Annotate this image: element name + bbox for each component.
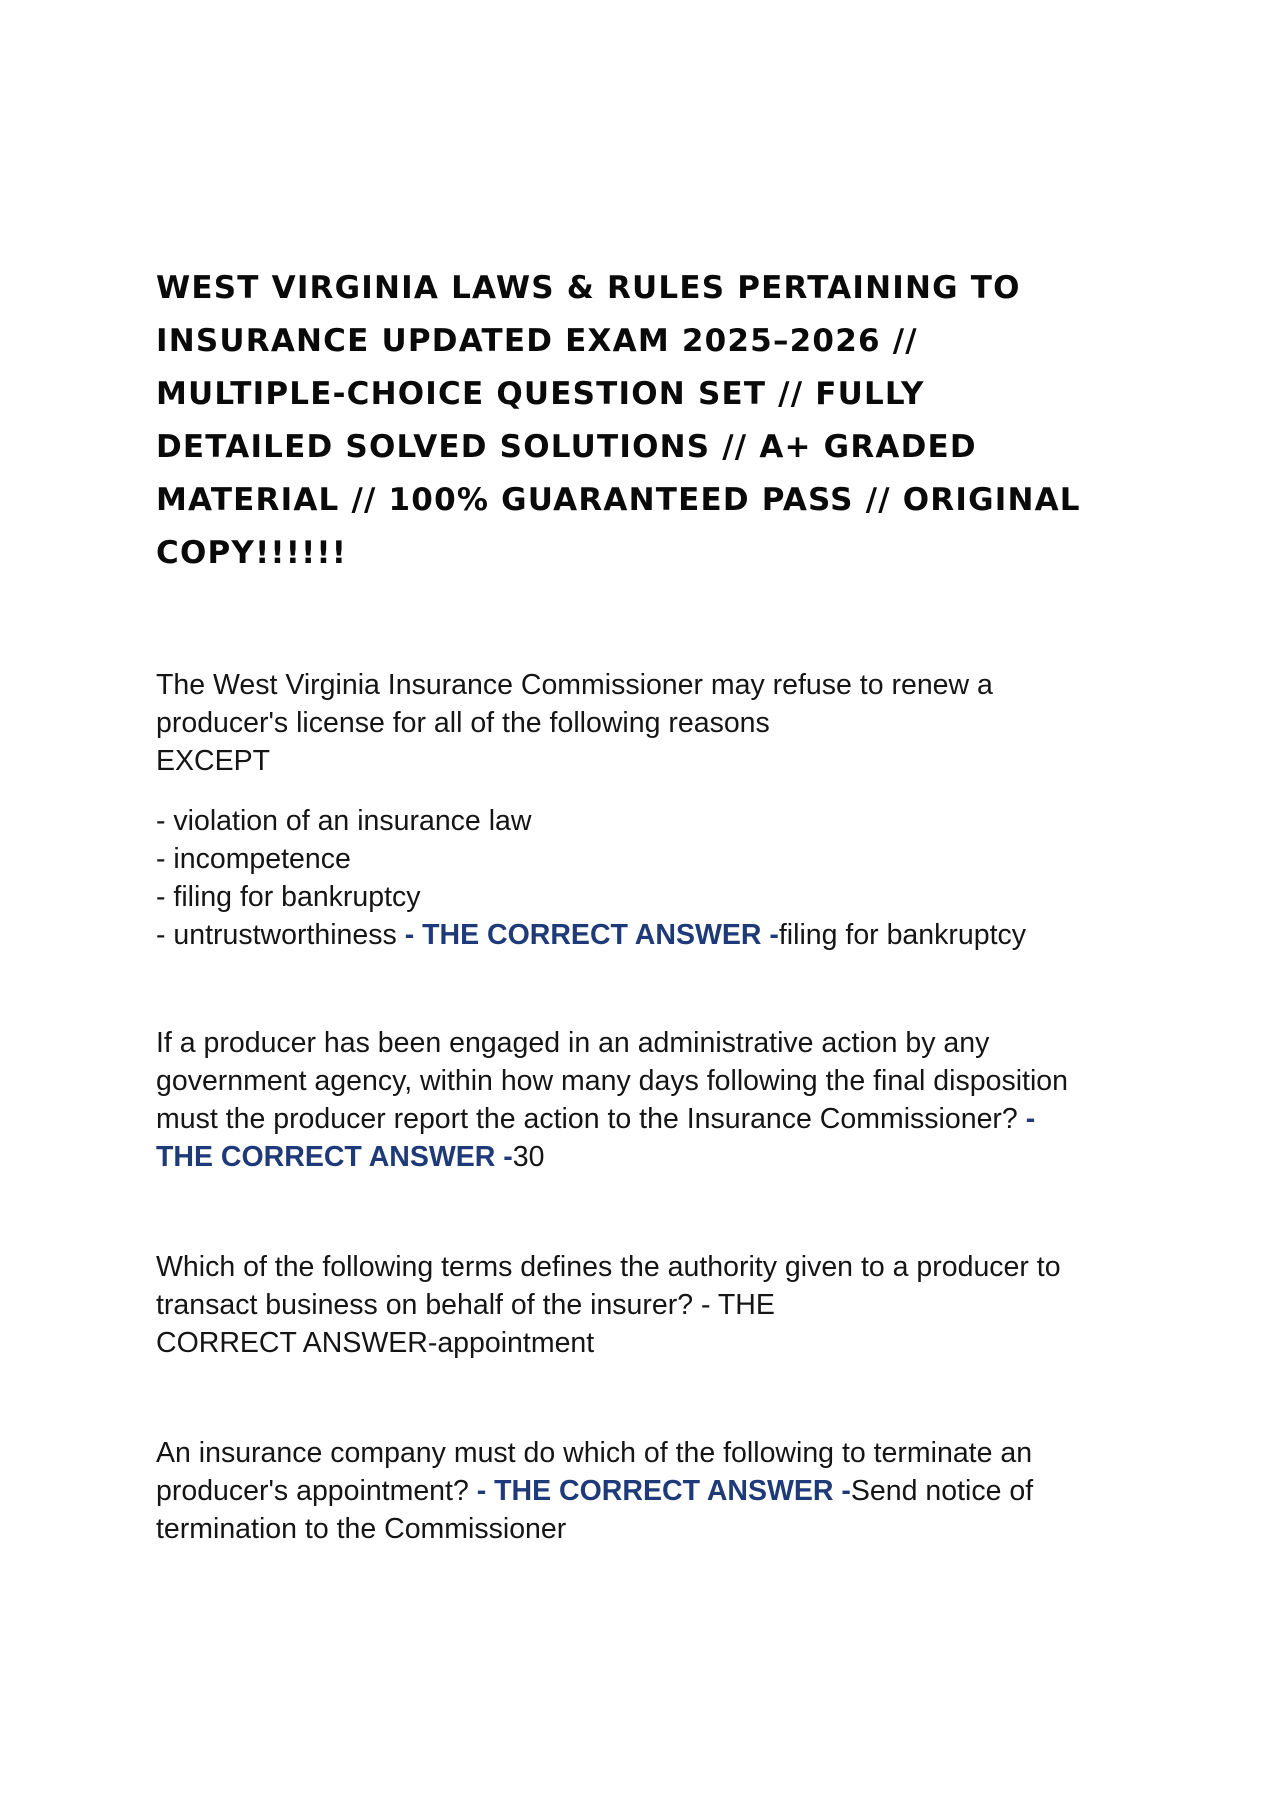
correct-answer-text: Send notice of xyxy=(850,1475,1034,1507)
question-line: Which of the following terms defines the authority given to a producer to xyxy=(156,1251,1061,1283)
correct-answer-marker: - THE CORRECT ANSWER - xyxy=(404,919,779,951)
answer-option: - filing for bankruptcy xyxy=(156,881,421,913)
question-block-1 xyxy=(156,666,1156,954)
title-line: INSURANCE UPDATED EXAM 2025–2026 // xyxy=(156,323,918,359)
answer-option: - untrustworthiness xyxy=(156,919,397,951)
question-text xyxy=(156,1024,1156,1176)
correct-answer-marker: THE CORRECT ANSWER - xyxy=(156,1141,513,1173)
question-line: An insurance company must do which of the following to terminate an xyxy=(156,1437,1033,1469)
title-line: COPY!!!!!! xyxy=(156,535,348,571)
question-block-3 xyxy=(156,1248,1156,1362)
correct-answer-text: filing for bankruptcy xyxy=(778,919,1026,951)
question-line: producer's appointment? xyxy=(156,1475,469,1507)
question-line: CORRECT ANSWER-appointment xyxy=(156,1327,595,1359)
question-line: producer's license for all of the following reasons xyxy=(156,707,770,739)
question-line-with-marker xyxy=(156,1100,1156,1138)
answer-line xyxy=(156,1138,1156,1176)
question-line: If a producer has been engaged in an administrative action by any xyxy=(156,1027,990,1059)
title-line: MATERIAL // 100% GUARANTEED PASS // ORIGINAL xyxy=(156,482,1081,518)
question-block-4 xyxy=(156,1434,1156,1548)
correct-answer-text: termination to the Commissioner xyxy=(156,1513,567,1545)
question-block-2 xyxy=(156,1024,1156,1176)
question-text xyxy=(156,1248,1156,1362)
question-line: The West Virginia Insurance Commissioner may refuse to renew a xyxy=(156,669,993,701)
answer-option-with-answer xyxy=(156,916,1156,954)
document-title xyxy=(156,262,1156,580)
question-line-with-answer xyxy=(156,1472,1156,1510)
document-page xyxy=(156,262,1156,1548)
correct-answer-marker: - THE CORRECT ANSWER - xyxy=(476,1475,851,1507)
question-line: transact business on behalf of the insurer? - THE xyxy=(156,1289,775,1321)
question-line: EXCEPT xyxy=(156,745,271,777)
answer-option: - violation of an insurance law xyxy=(156,805,532,837)
question-text xyxy=(156,666,1156,780)
correct-answer-marker: - xyxy=(1025,1103,1036,1135)
question-line: government agency, within how many days following the final disposition xyxy=(156,1065,1068,1097)
title-line: MULTIPLE-CHOICE QUESTION SET // FULLY xyxy=(156,376,925,412)
correct-answer-text: 30 xyxy=(512,1141,545,1173)
question-line: must the producer report the action to the Insurance Commissioner? xyxy=(156,1103,1018,1135)
title-line: DETAILED SOLVED SOLUTIONS // A+ GRADED xyxy=(156,429,977,465)
answer-option: - incompetence xyxy=(156,843,351,875)
question-text xyxy=(156,1434,1156,1548)
title-line: WEST VIRGINIA LAWS & RULES PERTAINING TO xyxy=(156,270,1021,306)
